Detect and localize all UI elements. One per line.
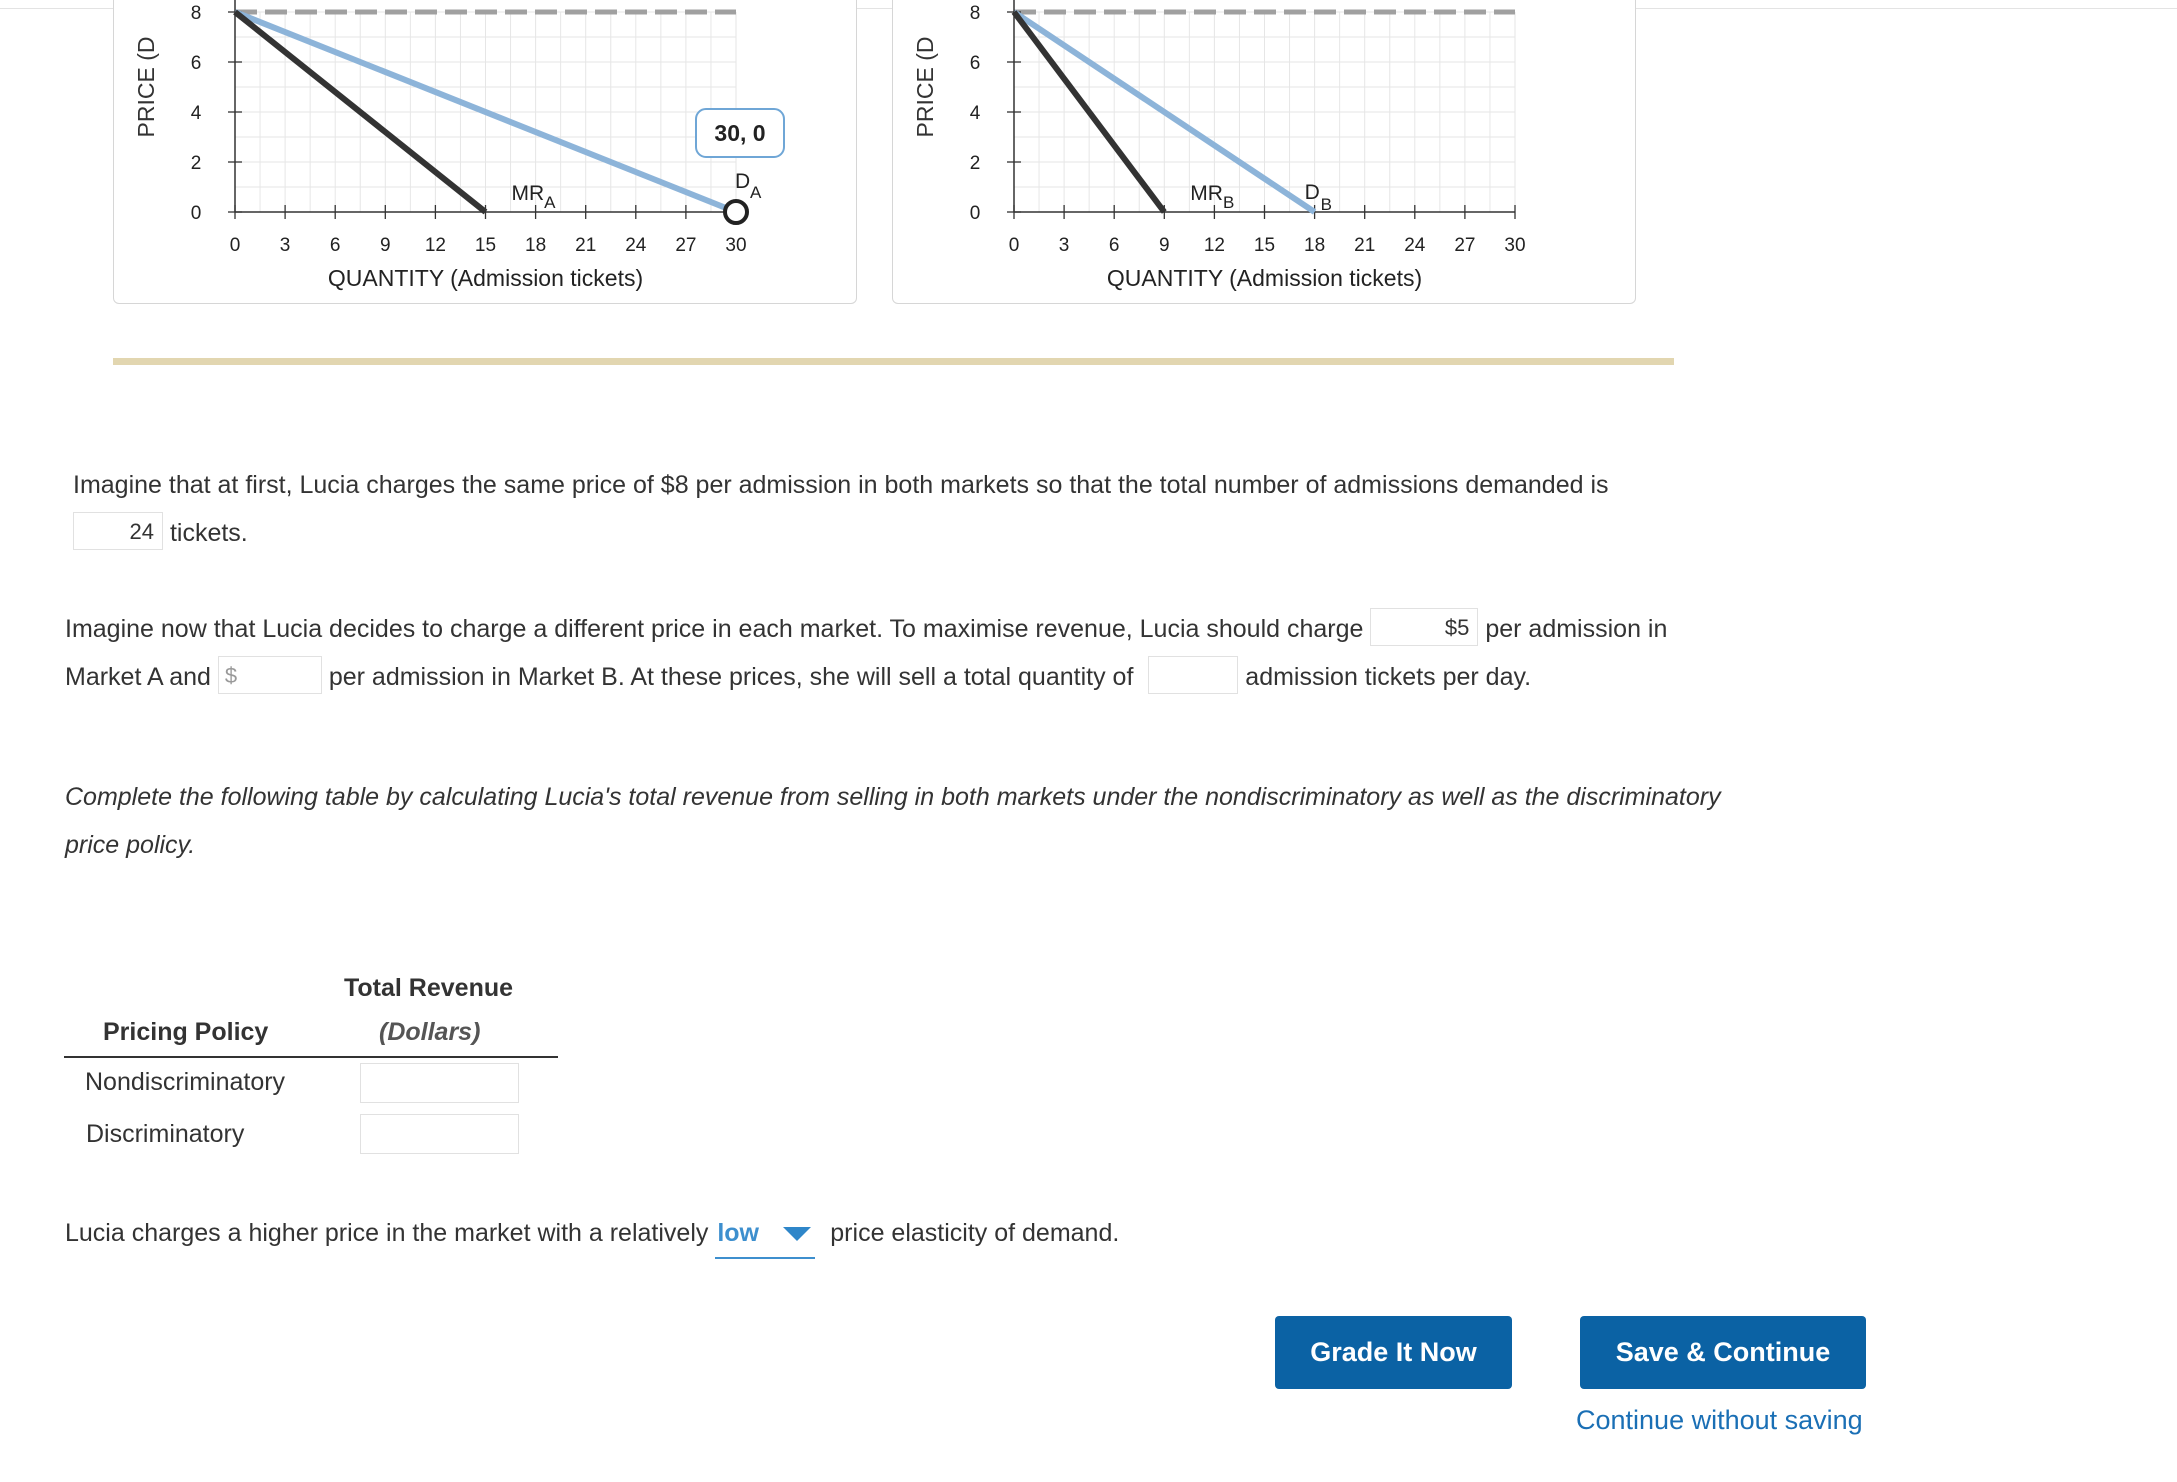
q3-line1: Complete the following table by calculating Lucia's total revenue from selling in both markets under the nondiscriminatory as well as the discriminatory xyxy=(65,783,1721,811)
x-tick-label: 27 xyxy=(675,235,697,256)
x-tick-label: 0 xyxy=(1008,235,1020,256)
x-tick-label: 21 xyxy=(575,235,597,256)
x-tick-label: 6 xyxy=(329,235,341,256)
y-tick-label: 6 xyxy=(190,53,202,74)
row-discriminatory: Discriminatory xyxy=(86,1120,245,1148)
q4-paragraph xyxy=(65,1209,1119,1259)
mr-curve-label: $MR_B$ xyxy=(1190,182,1235,212)
table-header-rule xyxy=(64,1056,558,1058)
x-tick-label: 6 xyxy=(1108,235,1120,256)
col-header-total-revenue: Total Revenue xyxy=(344,974,514,1002)
graph-a-panel xyxy=(113,0,857,304)
q1-total-admissions-input[interactable]: 24 xyxy=(73,512,163,550)
nondiscriminatory-revenue-input[interactable] xyxy=(360,1063,519,1103)
total-quantity-input[interactable] xyxy=(1148,656,1238,694)
x-tick-label: 12 xyxy=(1203,235,1225,256)
x-tick-label: 30 xyxy=(725,235,747,256)
x-tick-label: 18 xyxy=(1304,235,1326,256)
q2-text4: per admission in Market B. At these prices, she will sell a total quantity of xyxy=(328,663,1134,691)
graph-a-svg xyxy=(114,0,856,303)
x-tick-label: 24 xyxy=(625,235,647,256)
y-tick-label: 0 xyxy=(969,203,981,224)
q2-text5: admission tickets per day. xyxy=(1245,663,1532,691)
discriminatory-revenue-input[interactable] xyxy=(360,1114,519,1154)
row-nondiscriminatory: Nondiscriminatory xyxy=(85,1068,286,1096)
x-tick-label: 21 xyxy=(1354,235,1376,256)
y-tick-label: 8 xyxy=(190,3,202,24)
x-tick-label: 9 xyxy=(380,235,391,256)
demand-curve-label: D xyxy=(1304,181,1320,204)
x-tick-label: 12 xyxy=(424,235,446,256)
y-tick-label: 2 xyxy=(969,153,981,174)
y-tick-label: 6 xyxy=(969,53,981,74)
grade-it-now-button[interactable]: Grade It Now xyxy=(1275,1316,1512,1389)
x-tick-label: 30 xyxy=(1504,235,1526,256)
q3-instructions xyxy=(65,773,1721,869)
x-axis-label: QUANTITY (Admission tickets) xyxy=(1106,265,1423,291)
col-header-dollars: (Dollars) xyxy=(379,1018,481,1046)
x-tick-label: 9 xyxy=(1159,235,1170,256)
q1-text-before: Imagine that at first, Lucia charges the same price of $8 per admission in both markets so that the total number of admissions demanded is xyxy=(73,471,1609,499)
chevron-down-icon xyxy=(783,1227,811,1241)
q1-paragraph xyxy=(73,461,1609,557)
x-tick-label: 15 xyxy=(474,235,497,256)
x-tick-label: 3 xyxy=(279,235,291,256)
q4-text-before: Lucia charges a higher price in the market with a relatively xyxy=(65,1219,709,1247)
mr-curve-label: $MR_A$ xyxy=(511,182,556,212)
demand-curve-label: D xyxy=(735,170,751,193)
x-axis-label: QUANTITY (Admission tickets) xyxy=(327,265,644,291)
graph-b-panel xyxy=(892,0,1636,304)
graph-b-svg xyxy=(893,0,1635,303)
q2-text3: Market A and xyxy=(65,663,211,691)
y-axis-label: PRICE (D xyxy=(133,36,159,138)
q1-text-after: tickets. xyxy=(169,519,248,547)
point-tooltip-text: 30, 0 xyxy=(714,120,766,146)
q3-line2: price policy. xyxy=(65,831,196,859)
x-tick-label: 24 xyxy=(1404,235,1426,256)
section-divider xyxy=(113,358,1674,365)
x-tick-label: 15 xyxy=(1253,235,1276,256)
x-tick-label: 18 xyxy=(525,235,547,256)
x-tick-label: 0 xyxy=(229,235,241,256)
col-header-pricing-policy: Pricing Policy xyxy=(103,1018,269,1046)
y-tick-label: 4 xyxy=(969,103,981,124)
x-tick-label: 27 xyxy=(1454,235,1476,256)
y-tick-label: 4 xyxy=(190,103,202,124)
endpoint-handle xyxy=(725,201,747,223)
q4-text-after: price elasticity of demand. xyxy=(830,1219,1120,1247)
q2-text1: Imagine now that Lucia decides to charge a different price in each market. To maximise revenue, Lucia should charge xyxy=(65,615,1364,643)
demand-curve-sub: B xyxy=(1320,195,1332,214)
market-b-price-input[interactable]: $ xyxy=(218,656,322,694)
y-axis-label: PRICE (D xyxy=(912,36,938,138)
market-a-price-input[interactable]: $5 xyxy=(1370,608,1478,646)
x-tick-label: 3 xyxy=(1058,235,1070,256)
y-tick-label: 8 xyxy=(969,3,981,24)
y-tick-label: 0 xyxy=(190,203,202,224)
q2-paragraph xyxy=(65,605,1667,701)
elasticity-dropdown[interactable] xyxy=(715,1209,815,1259)
demand-curve-sub: A xyxy=(750,183,762,202)
q2-text2: per admission in xyxy=(1485,615,1668,643)
save-continue-button[interactable]: Save & Continue xyxy=(1580,1316,1866,1389)
elasticity-dropdown-value: low xyxy=(717,1219,759,1247)
continue-without-saving-link[interactable]: Continue without saving xyxy=(1576,1405,1863,1435)
y-tick-label: 2 xyxy=(190,153,202,174)
